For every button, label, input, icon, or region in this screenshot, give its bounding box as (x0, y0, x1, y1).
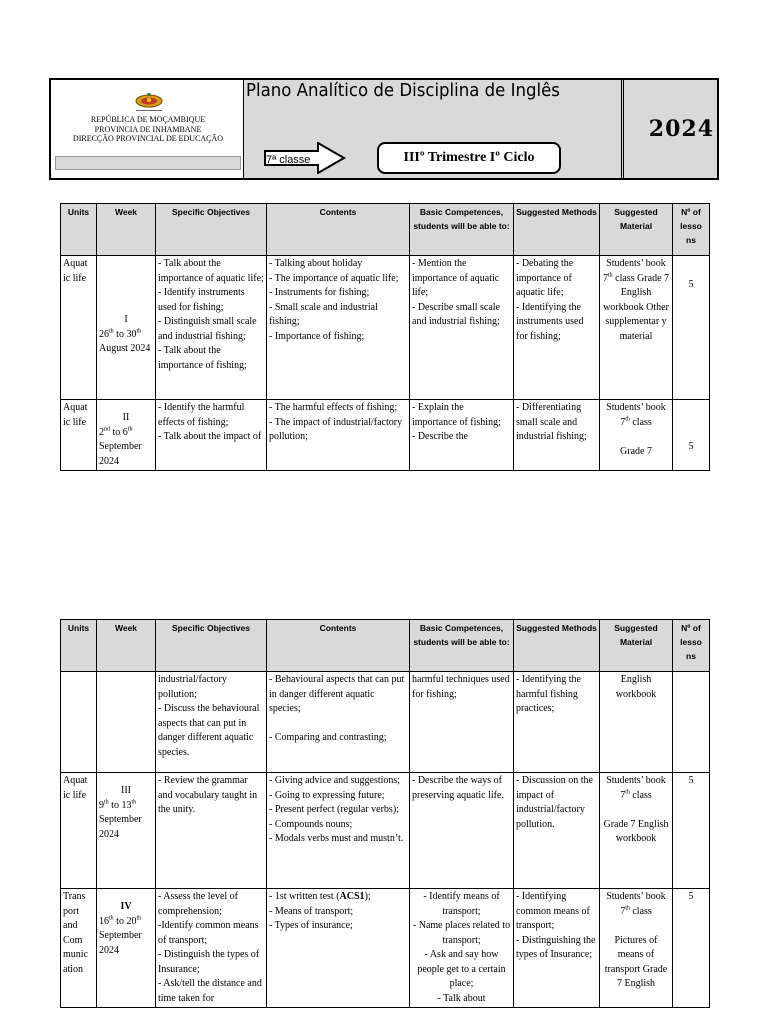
contents-cell: - 1st written test (ACS1); - Means of transport; - Types of insurance; (267, 889, 410, 1008)
unit-cell: Aquat ic life (61, 256, 97, 400)
header-row (61, 620, 710, 672)
week-cell (97, 773, 156, 889)
col-header: Nº of lesso ns (673, 620, 710, 672)
week-cell (97, 889, 156, 1008)
week-dates: 16th to 20th September 2024 (99, 915, 142, 956)
material-cell: Students’ book 7th class Pictures of means of transport Grade 7 English (600, 889, 673, 1008)
col-header: Suggested Methods (514, 204, 600, 256)
col-header: Suggested Material (600, 620, 673, 672)
week-number: II (122, 412, 130, 423)
competences-cell: harmful techniques used for fishing; (410, 672, 514, 773)
unit-cell: Aquat ic life (61, 400, 97, 471)
methods-cell: - Discussion on the impact of industrial/factory pollution. (514, 773, 600, 889)
col-header: Suggested Methods (514, 620, 600, 672)
col-header: Contents (267, 204, 410, 256)
methods-cell: - Identifying the harmful fishing practices; (514, 672, 600, 773)
material-cell: Students’ book 7th class Grade 7 (600, 400, 673, 471)
contents-cell: - Behavioural aspects that can put in danger different aquatic species; - Comparing and contrasting; (267, 672, 410, 773)
mozambique-emblem-icon (134, 92, 164, 108)
col-header: Contents (267, 620, 410, 672)
col-header: Week (97, 204, 156, 256)
table-row (61, 256, 710, 400)
week-dates: 9th to 13th September 2024 (99, 799, 142, 840)
objectives-cell: - Review the grammar and vocabulary taught in the unity. (156, 773, 267, 889)
material-cell: Students’ book 7th class Grade 7 English workbook Other supplementar y material (600, 256, 673, 400)
lessons-cell: 5 (673, 256, 710, 400)
document-header (49, 78, 719, 180)
table-row (61, 672, 710, 773)
grey-bar (55, 156, 241, 170)
plan-table-1 (60, 203, 710, 471)
methods-cell: - Identifying common means of transport; - Distinguishing the types of Insurance; (514, 889, 600, 1008)
lessons-cell: 5 (673, 400, 710, 471)
objectives-cell: - Identify the harmful effects of fishing; - Talk about the impact of (156, 400, 267, 471)
week-number: III (121, 785, 131, 796)
lessons-cell: 5 (673, 889, 710, 1008)
col-header: Basic Competences, students will be able to: (410, 204, 514, 256)
contents-cell: - The harmful effects of fishing; - The impact of industrial/factory pollution; (267, 400, 410, 471)
unit-cell: Aquat ic life (61, 773, 97, 889)
institution-names (53, 115, 243, 144)
objectives-cell: industrial/factory pollution; - Discuss the behavioural aspects that can put in danger different aquatic species. (156, 672, 267, 773)
page-title: Plano Analítico de Disciplina de Inglês (246, 80, 560, 101)
col-header: Specific Objectives (156, 620, 267, 672)
unit-cell (61, 672, 97, 773)
col-header: Specific Objectives (156, 204, 267, 256)
grade-label: 7ª classe (266, 154, 311, 166)
week-cell (97, 400, 156, 471)
week-cell (97, 256, 156, 400)
col-header: Suggested Material (600, 204, 673, 256)
methods-cell: - Debating the importance of aquatic life; - Identifying the instruments used for fishing; (514, 256, 600, 400)
lessons-cell (673, 672, 710, 773)
table-row (61, 773, 710, 889)
header-row (61, 204, 710, 256)
objectives-cell: - Talk about the importance of aquatic life; - Identify instruments used for fishing; - Distinguish small scale and industrial fishing; - Talk about the importance of fishing; (156, 256, 267, 400)
methods-cell: - Differentiating small scale and industrial fishing; (514, 400, 600, 471)
col-header: Week (97, 620, 156, 672)
unit-cell: Trans port and Com munic ation (61, 889, 97, 1008)
week-number: I (124, 314, 128, 325)
week-cell (97, 672, 156, 773)
directorate-name: DIRECÇÃO PROVINCIAL DE EDUCAÇÃO (72, 134, 224, 143)
title-block (243, 80, 622, 178)
competences-cell: - Identify means of transport; - Name places related to transport; - Ask and say how people get to a certain place; - Talk about (410, 889, 514, 1008)
week-number: IV (120, 901, 132, 912)
table-row (61, 889, 710, 1008)
contents-cell: - Talking about holiday - The importance of aquatic life; - Instruments for fishing; - Small scale and industrial fishing; - Importance of fishing; (267, 256, 410, 400)
competences-cell: - Explain the importance of fishing; - Describe the (410, 400, 514, 471)
lessons-cell: 5 (673, 773, 710, 889)
col-header: Nº of lesso ns (673, 204, 710, 256)
emblem-underline (136, 110, 162, 111)
week-dates: 2nd to 6th September 2024 (99, 426, 142, 467)
institution-block (53, 82, 243, 176)
competences-cell: - Describe the ways of preserving aquatic life. (410, 773, 514, 889)
contents-cell: - Giving advice and suggestions; - Going to expressing future; - Present perfect (regular verbs); - Compounds nouns; - Modals verbs must and mustn’t. (267, 773, 410, 889)
province-name: PROVINCIA DE INHAMBANE (94, 124, 202, 134)
year-block (621, 80, 717, 178)
col-header: Basic Competences, students will be able to: (410, 620, 514, 672)
competences-cell: - Mention the importance of aquatic life; - Describe small scale and industrial fishing; (410, 256, 514, 400)
objectives-cell: - Assess the level of comprehension; -Identify common means of transport; - Distinguish the types of Insurance; - Ask/tell the distance and time taken for (156, 889, 267, 1008)
table-row (61, 400, 710, 471)
trimester-box: IIIº Trimestre Iº Ciclo (377, 142, 561, 174)
week-dates: 26th to 30th August 2024 (99, 328, 151, 354)
col-header: Units (61, 204, 97, 256)
material-cell: Students’ book 7th class Grade 7 English workbook (600, 773, 673, 889)
plan-table-2 (60, 619, 710, 1008)
material-cell: English workbook (600, 672, 673, 773)
col-header: Units (61, 620, 97, 672)
republic-name: REPÚBLICA DE MOÇAMBIQUE (90, 115, 206, 124)
year-label: 2024 (648, 116, 714, 142)
